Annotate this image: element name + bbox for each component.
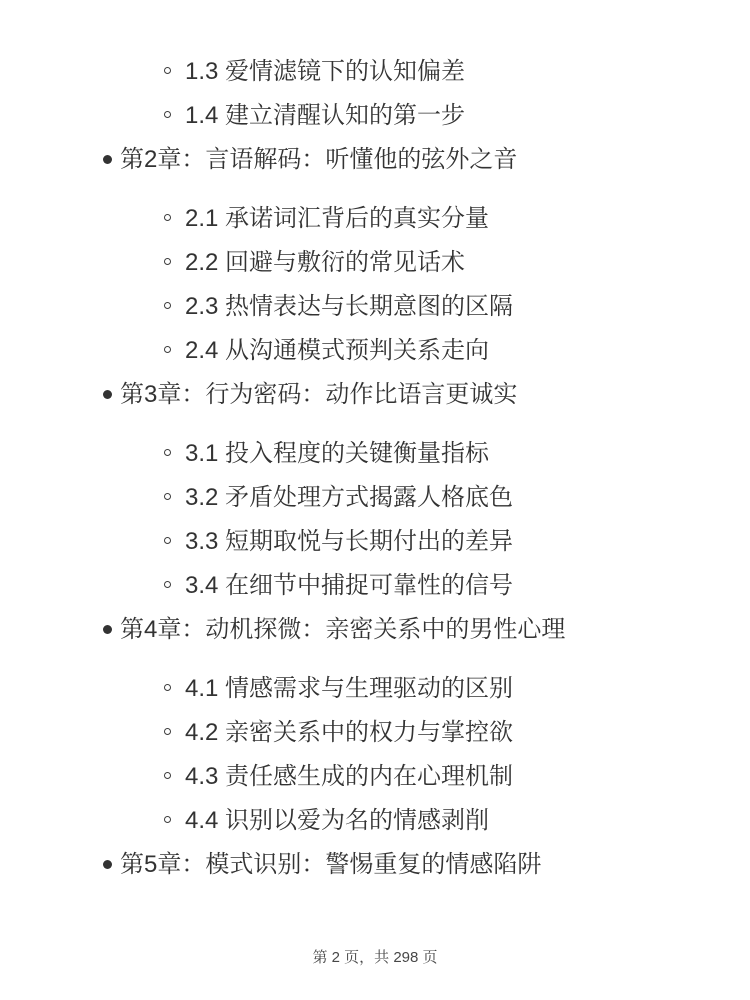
disc-bullet-icon <box>103 390 112 399</box>
toc-subitem-3-3 <box>185 527 720 557</box>
page-number-footer <box>0 948 750 968</box>
toc-subitem-4-1 <box>185 674 720 704</box>
toc-chapter-title: 第2章：言语解码：听懂他的弦外之音 <box>120 146 518 173</box>
toc-subitem-4-4 <box>185 806 720 836</box>
toc-subitem-label: 2.2 回避与敷衍的常见话术 <box>185 249 466 276</box>
toc-subitem-label: 1.3 爱情滤镜下的认知偏差 <box>185 58 466 85</box>
circle-bullet-icon <box>164 346 171 353</box>
toc-subitem-1-4 <box>185 101 720 131</box>
toc-chapter-4 <box>120 615 720 645</box>
toc-subitem-3-2 <box>185 483 720 513</box>
toc-subitem-label: 3.1 投入程度的关键衡量指标 <box>185 440 490 467</box>
page-indicator: 第 2 页，共 298 页 <box>312 949 438 966</box>
toc-subitem-label: 4.1 情感需求与生理驱动的区别 <box>185 675 514 702</box>
toc-subitem-2-1 <box>185 204 720 234</box>
circle-bullet-icon <box>164 214 171 221</box>
circle-bullet-icon <box>164 493 171 500</box>
toc-subitem-label: 3.3 短期取悦与长期付出的差异 <box>185 528 514 555</box>
toc-subitem-label: 4.3 责任感生成的内在心理机制 <box>185 763 514 790</box>
chapter2-subitem-list <box>120 204 720 366</box>
toc-chapter-title: 第4章：动机探微：亲密关系中的男性心理 <box>120 616 566 643</box>
toc-subitem-3-4 <box>185 571 720 601</box>
toc-chapter-title: 第3章：行为密码：动作比语言更诚实 <box>120 381 518 408</box>
toc-subitem-label: 4.4 识别以爱为名的情感剥削 <box>185 807 490 834</box>
chapter1-subitem-list <box>120 57 720 131</box>
disc-bullet-icon <box>103 860 112 869</box>
toc-subitem-label: 2.4 从沟通模式预判关系走向 <box>185 337 490 364</box>
circle-bullet-icon <box>164 728 171 735</box>
chapter4-subitem-list <box>120 674 720 836</box>
table-of-contents <box>120 57 720 909</box>
toc-subitem-4-2 <box>185 718 720 748</box>
toc-subitem-label: 3.4 在细节中捕捉可靠性的信号 <box>185 572 514 599</box>
disc-bullet-icon <box>103 155 112 164</box>
toc-subitem-label: 1.4 建立清醒认知的第一步 <box>185 102 466 129</box>
toc-subitem-4-3 <box>185 762 720 792</box>
circle-bullet-icon <box>164 67 171 74</box>
circle-bullet-icon <box>164 302 171 309</box>
toc-subitem-label: 2.3 热情表达与长期意图的区隔 <box>185 293 514 320</box>
circle-bullet-icon <box>164 581 171 588</box>
circle-bullet-icon <box>164 111 171 118</box>
toc-subitem-label: 3.2 矛盾处理方式揭露人格底色 <box>185 484 514 511</box>
circle-bullet-icon <box>164 537 171 544</box>
toc-chapter-3 <box>120 380 720 410</box>
toc-chapter-title: 第5章：模式识别：警惕重复的情感陷阱 <box>120 851 542 878</box>
toc-chapter-2 <box>120 145 720 175</box>
circle-bullet-icon <box>164 772 171 779</box>
toc-subitem-2-3 <box>185 292 720 322</box>
toc-chapter-5 <box>120 850 720 880</box>
circle-bullet-icon <box>164 816 171 823</box>
toc-subitem-3-1 <box>185 439 720 469</box>
disc-bullet-icon <box>103 625 112 634</box>
toc-subitem-2-2 <box>185 248 720 278</box>
toc-subitem-label: 4.2 亲密关系中的权力与掌控欲 <box>185 719 514 746</box>
circle-bullet-icon <box>164 449 171 456</box>
chapter3-subitem-list <box>120 439 720 601</box>
circle-bullet-icon <box>164 258 171 265</box>
circle-bullet-icon <box>164 684 171 691</box>
toc-subitem-1-3 <box>185 57 720 87</box>
toc-subitem-2-4 <box>185 336 720 366</box>
toc-subitem-label: 2.1 承诺词汇背后的真实分量 <box>185 205 490 232</box>
